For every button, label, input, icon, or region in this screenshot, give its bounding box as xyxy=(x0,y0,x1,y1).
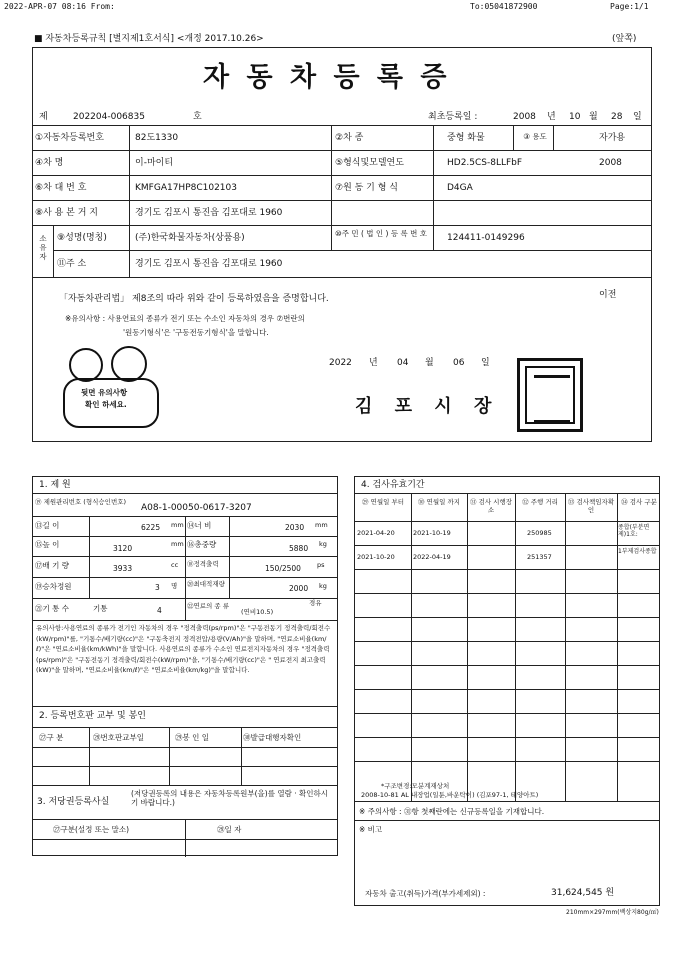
cylinders-count: 4 xyxy=(157,606,162,615)
mortgage-col-date: ㉘일 자 xyxy=(217,825,242,834)
number-prefix: 제 xyxy=(39,112,48,122)
fuel-value: 경유 xyxy=(309,599,322,607)
model-name-value: 이-마이티 xyxy=(135,158,174,168)
first-reg-year: 2008 xyxy=(513,112,536,122)
model-type-value: HD2.5CS-8LLFbF xyxy=(447,158,523,168)
row2-mileage: 251357 xyxy=(527,553,552,561)
max-load-value: 2000 xyxy=(289,584,309,593)
gross-weight-value: 5880 xyxy=(289,544,309,553)
cylinders-label: ㉑기 통 수 xyxy=(35,604,70,613)
month-unit: 월 xyxy=(589,112,598,122)
page-title: 자 동 차 등 록 증 xyxy=(203,62,451,93)
plate-col-agent: ㉚발급대행자확인 xyxy=(243,733,302,742)
plate-title: 2. 등록번호판 교부 및 봉인 xyxy=(39,711,146,721)
height-label: ⑮높 이 xyxy=(35,540,60,549)
col-to: ㉚ 연월일 까지 xyxy=(417,498,461,506)
seating-unit: 명 xyxy=(171,582,178,590)
base-address-value: 경기도 김포시 통진읍 김포대로 1960 xyxy=(135,208,283,218)
cylinders-unit: 기통 xyxy=(93,604,108,613)
power-label: ⑱정격출력 xyxy=(187,560,219,568)
displacement-unit: cc xyxy=(171,561,179,569)
inspection-caution: ※ 주의사항 : ㉛항 첫째란에는 신규등록일을 기재합니다. xyxy=(359,807,545,816)
spec-mgmt-value: A08-1-00050-0617-3207 xyxy=(141,503,252,513)
usage-value: 자가용 xyxy=(599,133,626,143)
vehicle-type-value: 중형 화물 xyxy=(447,133,485,143)
spec-title: 1. 제 원 xyxy=(39,480,71,490)
plate-col-type: ㉗구 분 xyxy=(39,733,64,742)
spec-mgmt-label: ⑲ 제원관리번호 (형식승인번호) xyxy=(35,498,127,506)
year-unit: 년 xyxy=(547,112,556,122)
paper-size: 210mm×297mm(백상지80g/㎡) xyxy=(566,909,659,916)
mortgage-col-type: ㉗구분(설정 또는 말소) xyxy=(53,825,130,834)
max-load-unit: kg xyxy=(319,582,327,590)
seating-value: 3 xyxy=(155,583,160,592)
issue-day-unit: 일 xyxy=(481,358,490,368)
registration-front xyxy=(32,47,652,442)
mascot-text-2: 확인 하세요. xyxy=(85,400,127,409)
owner-address-label: ⑪주 소 xyxy=(57,259,87,269)
row1-mileage: 250985 xyxy=(527,529,552,537)
width-label: ⑭너 비 xyxy=(187,521,212,530)
engine-label: ⑦원 동 기 형 식 xyxy=(335,183,398,193)
row1-from: 2021-04-20 xyxy=(357,529,395,537)
official-seal xyxy=(517,358,583,432)
caution-line-1: ※유의사항 : 사용연료의 종류가 전기 또는 수소인 자동차의 경우 ⑦번란의 xyxy=(65,314,305,323)
fuel-efficiency: (연비10.5) xyxy=(241,608,274,616)
certification-statement: 「자동차관리법」 제8조의 따라 위와 같이 등록하였음을 증명합니다. xyxy=(59,294,329,304)
first-reg-label: 최초등록일 : xyxy=(428,112,478,122)
owner-address-value: 경기도 김포시 통진읍 김포대로 1960 xyxy=(135,259,283,269)
price-label: 자동차 출고(취득)가격(부가세제외) : xyxy=(365,889,486,898)
day-unit: 일 xyxy=(633,112,642,122)
plate-col-seal-date: ㉙봉 인 일 xyxy=(175,733,210,742)
vehicle-type-label: ②차 종 xyxy=(335,133,364,143)
reg-number-label: ①자동차등록번호 xyxy=(35,133,104,143)
model-name-label: ④차 명 xyxy=(35,158,64,168)
width-value: 2030 xyxy=(285,523,305,532)
issue-month: 04 xyxy=(397,358,409,368)
gross-weight-unit: kg xyxy=(319,540,327,548)
width-unit: mm xyxy=(315,521,328,529)
row2-to: 2022-04-19 xyxy=(413,553,451,561)
displacement-label: ⑰배 기 량 xyxy=(35,561,70,570)
price-value: 31,624,545 원 xyxy=(551,888,615,898)
mortgage-title: 3. 저당권등록사실 xyxy=(37,797,110,807)
mascot-text-1: 뒷면 유의사항 xyxy=(81,388,128,397)
length-value: 6225 xyxy=(141,523,161,532)
chassis-value: KMFGA17HP8C102103 xyxy=(135,183,237,193)
height-value: 3120 xyxy=(113,544,133,553)
front-side-label: (앞쪽) xyxy=(612,34,637,44)
chassis-label: ⑥차 대 번 호 xyxy=(35,183,87,193)
inspection-panel xyxy=(354,476,660,906)
length-label: ⑬길 이 xyxy=(35,521,60,530)
remarks-label: ※ 비고 xyxy=(359,825,383,834)
regulation-line: ■ 자동차등록규칙 [별지제1호서식] <개정 2017.10.26> xyxy=(34,34,264,44)
max-load-label: ⑳최대적재량 xyxy=(187,580,225,588)
row1-to: 2021-10-19 xyxy=(413,529,451,537)
model-year-value: 2008 xyxy=(599,158,622,168)
col-inspector: ㉝ 검사책임자확인 xyxy=(567,498,615,514)
col-mileage: ㉜ 주행 거리 xyxy=(522,498,558,506)
structural-change-detail: 2008-10-81 AL 내장업(일툰,바운탁이) (김포97-1, 태양아트) xyxy=(361,791,539,799)
issuer-name: 김 포 시 장 xyxy=(355,396,500,417)
first-reg-day: 28 xyxy=(611,112,623,122)
mascot-illustration xyxy=(63,344,159,432)
fuel-label: ㉒연료의 종 류 xyxy=(187,602,230,610)
gross-weight-label: ⑯총중량 xyxy=(187,540,217,549)
caution-line-2: '원동기형식'은 '구동전동기형식'을 말합니다. xyxy=(123,328,269,337)
height-unit: mm xyxy=(171,540,184,548)
spec-notice: 유의사항:사용연료의 종류가 전기인 자동차의 경우 "정격출력(ps/rpm)"은 "구동전동기 정격출력/회전수(kW/rpm)"를, "기통수/배기량(cc)"은 "구동축전지 정격전압/용량(V/Ah)"을 말하며, "연료소비율(km/ℓ)"은 "연료소비율(km/kWh)"을 말합니다. 사용연료의 종류가 수소인 연료전지자동차의 경우 "정격출력(ps/rpm)"은 "구동전동기 정격출력/회전수(kW/rpm)"을, "기통수/배기량(cc)"은 " 연료전지 최고출력(kW)"을 말하며, "연료소비율(km/ℓ)"은 "연료소비율(km/kg)"을 말합니다. xyxy=(36,624,331,674)
first-reg-month: 10 xyxy=(569,112,581,122)
displacement-value: 3933 xyxy=(113,564,133,573)
issue-year: 2022 xyxy=(329,358,352,368)
seating-label: ⑲승차정원 xyxy=(35,582,72,591)
mortgage-note: (저당권등록의 내용은 자동차등록원부(을)를 열람 · 확인하시기 바랍니다.) xyxy=(131,789,328,807)
corp-number-label: ⑩주 민 ( 법 인 ) 등 록 번 호 xyxy=(335,229,427,238)
inspection-title: 4. 검사유효기간 xyxy=(361,480,425,490)
power-unit: ps xyxy=(317,561,325,569)
base-address-label: ⑧사 용 본 거 지 xyxy=(35,208,98,218)
row2-from: 2021-10-20 xyxy=(357,553,395,561)
model-type-label: ⑤형식및모델연도 xyxy=(335,158,404,168)
corp-number-value: 124411-0149296 xyxy=(447,233,525,243)
length-unit: mm xyxy=(171,521,184,529)
issue-month-unit: 월 xyxy=(425,358,434,368)
owner-name-label: ⑨성명(명칭) xyxy=(57,233,107,243)
col-kind: ㉞ 검사 구분 xyxy=(621,498,657,506)
reg-number-value: 82도1330 xyxy=(135,133,179,143)
spec-panel xyxy=(32,476,338,856)
usage-label: ③ 용도 xyxy=(523,132,547,141)
col-from: ㉙ 연월일 부터 xyxy=(361,498,405,506)
issue-year-unit: 년 xyxy=(369,358,378,368)
engine-value: D4GA xyxy=(447,183,473,193)
certificate-number: 202204-006835 xyxy=(73,112,145,122)
fax-recipient: To:05041872900 xyxy=(470,2,538,11)
row1-kind: 종합(부분면제)1호: xyxy=(618,524,650,538)
transfer-note: 이전 xyxy=(599,290,617,300)
col-place: ㉛ 검사 시행장소 xyxy=(469,498,513,514)
owner-label: 소 유 자 xyxy=(39,234,47,261)
owner-name-value: (주)한국화물자동차(상품용) xyxy=(135,233,245,243)
structural-change-note: *구조변경:모분계재상처 xyxy=(381,782,450,790)
issue-day: 06 xyxy=(453,358,465,368)
plate-col-issue-date: ㉘번호판교부일 xyxy=(93,733,144,742)
power-value: 150/2500 xyxy=(265,564,301,573)
number-suffix: 호 xyxy=(193,112,202,122)
fax-sender: 2022-APR-07 08:16 From: xyxy=(4,2,115,11)
fax-page: Page:1/1 xyxy=(610,2,649,11)
row2-kind: 1부제검사종합 xyxy=(618,548,657,555)
